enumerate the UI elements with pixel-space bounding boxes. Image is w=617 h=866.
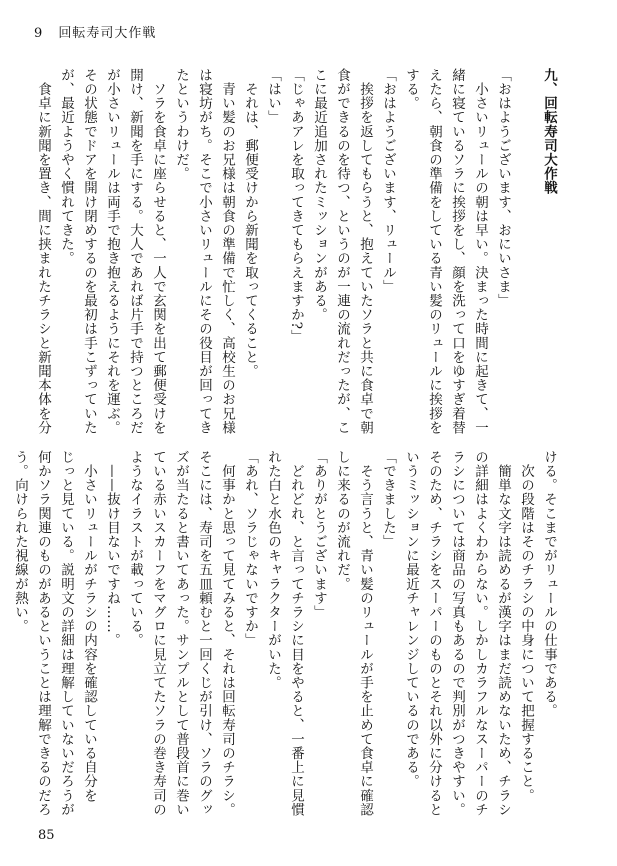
text-line: そのため、チラシをスーパーのものとそれ以外に分けると [426, 450, 442, 817]
blank-line [514, 68, 537, 448]
text-line: 緒に寝ているソラに挨拶をし、顔を洗って口をゆすぎ着替 [449, 68, 465, 435]
chapter-number: 9 [34, 26, 44, 41]
text-line: こに最近追加されたミッションがある。 [311, 68, 327, 322]
text-line: 「はい」 [265, 68, 281, 125]
text-line: する。 [403, 68, 419, 111]
text-line: ズが当たると書いてあった。サンプルとして普段首に巻い [173, 450, 189, 817]
text-line: たというわけだ。 [173, 68, 189, 181]
text-line: 「ありがとうございます」 [311, 450, 327, 620]
text-line: 小さいリュールの朝は早い。決まった時間に起きて、一 [472, 68, 488, 435]
text-line: 「あれ、ソラじゃないですか」 [242, 450, 258, 648]
text-line: えたら、朝食の準備をしている青い髪のリュールに挨拶を [426, 68, 442, 435]
text-line: 食卓に新聞を置き、間に挟まれたチラシと新聞本体を分 [35, 68, 51, 435]
text-line: その状態でドアを開け閉めするのを最初は手こずっていた [81, 68, 97, 435]
chapter-title: 回転寿司大作戦 [58, 26, 157, 41]
text-line: の詳細はよくわからない。しかしカラフルなスーパーのチ [472, 450, 488, 817]
text-line: ける。そこまでがリュールの仕事である。 [541, 450, 557, 718]
text-line: それは、郵便受けから新聞を取ってくること。 [242, 68, 258, 379]
text-line: 開け、新聞を手にする。大人であれば片手で持つところだ [127, 68, 143, 435]
text-line: 「できました」 [380, 450, 396, 549]
text-line: は寝坊がち。そこで小さいリュールにその役目が回ってき [196, 68, 212, 435]
text-line: 小さいリュールがチラシの内容を確認している自分を [81, 450, 97, 803]
text-line: 何事かと思って見てみると、それは回転寿司のチラシ。 [219, 450, 235, 817]
upper-text-block [35, 68, 560, 448]
text-line: 簡単な文字は読めるが漢字はまだ読めないため、チラシ [495, 450, 511, 817]
text-line: ラシについては商品の写真もあるので判別がつきやすい。 [449, 450, 465, 817]
section-heading: 九、回転寿司大作戦 [541, 68, 557, 195]
running-header [34, 22, 156, 41]
text-line: 挨拶を返してもらうと、抱えていたソラと共に食卓で朝 [357, 68, 373, 435]
text-line: 食ができるのを待つ、というのが一連の流れだったが、こ [334, 68, 350, 435]
text-line: いうミッションに最近チャレンジしているのである。 [403, 450, 419, 789]
page-number: 85 [38, 828, 55, 843]
text-line: う。向けられた視線が熱い。 [12, 450, 28, 634]
text-line: 次の段階はそのチラシの中身について把握すること。 [518, 450, 534, 803]
text-line: が小さいリュールは両手で抱き抱えるようにそれを運ぶ。 [104, 68, 120, 435]
text-line: ——抜け目ないですね……。 [104, 450, 120, 648]
text-line: どれどれ、と言ってチラシに目をやると、一番上に見慣 [288, 450, 304, 817]
text-line: が、最近ようやく慣れてきた。 [58, 68, 74, 266]
text-line: 「じゃあアレを取ってきてもらえますか?」 [288, 68, 304, 344]
text-line: 「おはようございます、リュール」 [380, 68, 396, 294]
text-line: そう言うと、青い髪のリュールが手を止めて食卓に確認 [357, 450, 373, 817]
text-line: じっと見ている。説明文の詳細は理解していないだろうが [58, 450, 74, 817]
text-line: そこには、寿司を五皿頼むと一回くじが引け、ソラのグッ [196, 450, 212, 817]
text-line: ソラを食卓に座らせると、一人で玄関を出て郵便受けを [150, 68, 166, 435]
text-line: ようなイラストが載っている。 [127, 450, 143, 648]
lower-text-block [12, 450, 560, 817]
text-line: れた白と水色のキャラクターがいた。 [265, 450, 281, 690]
text-line: 「おはようございます、おにいさま」 [495, 68, 511, 308]
text-line: ている赤いスカーフをマグロに見立てたソラの巻き寿司の [150, 450, 166, 817]
text-line: 何かソラ関連のものがあるということは理解できるのだろ [35, 450, 51, 817]
text-line: しに来るのが流れだ。 [334, 450, 350, 591]
text-line: 青い髪のお兄様は朝食の準備で忙しく、高校生のお兄様 [219, 68, 235, 435]
